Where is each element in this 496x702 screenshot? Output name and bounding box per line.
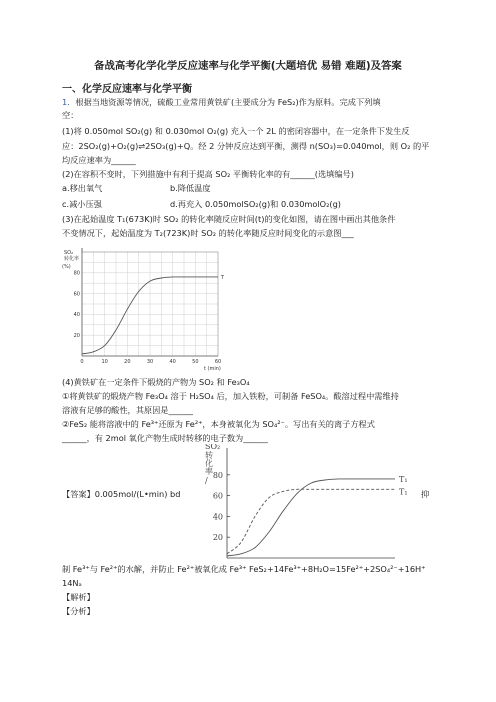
conversion-chart-t1 (60, 244, 230, 374)
x-tick-label: 50 (192, 359, 199, 365)
answer-continued-2: 14Nₐ (62, 578, 82, 588)
part-4-sub-1-line-2: 溶液有足够的酸性，其原因是______ (62, 405, 194, 415)
series-line (227, 479, 395, 556)
question-1-intro-cont: 空： (62, 110, 79, 120)
part-1-line-1: (1)将 0.050mol SO₂(g) 和 0.030mol O₂(g) 充入一个 2L 的密闭容器中，在一定条件下发生反 (62, 126, 410, 136)
y-tick-label: 80 (73, 270, 80, 277)
answer-label: 【答案】0.005mol/(L•min) bd (62, 489, 181, 499)
y-axis-label: SO₂ (64, 250, 74, 256)
y-tick-label: 20 (73, 333, 80, 339)
option-a: a.移出氧气 (62, 183, 103, 193)
y-tick-label: 80 (212, 470, 223, 480)
y-tick-label: 40 (73, 312, 80, 319)
series-line-dashed (227, 489, 395, 554)
y-axis-label: 转 (205, 451, 213, 460)
x-tick-label: 30 (146, 359, 154, 365)
part-1-line-3: 均反应速率为______ (62, 155, 136, 165)
answer-continued: 制 Fe³⁺与 Fe²⁺的水解，并防止 Fe²⁺被氧化成 Fe³⁺ FeS₂+14Fe³⁺+8H₂O=15Fe²⁺+2SO₄²⁻+16H⁺ (62, 564, 426, 574)
x-tick-label: 60 (214, 359, 222, 365)
series-label: T (221, 274, 225, 281)
option-b: b.降低温度 (170, 183, 211, 193)
document-title: 备战高考化学化学反应速率与化学平衡(大题培优 易错 难题)及答案 (94, 60, 402, 72)
part-3-line-2: 不变情况下，起始温度为 T₂(723K)时 SO₂ 的转化率随反应时间变化的示意图___ (62, 228, 354, 238)
x-tick-label: 10 (101, 359, 108, 365)
y-tick-label: 40 (212, 512, 223, 522)
option-c: c.减小压强 (62, 199, 102, 209)
x-tick-label: 40 (169, 359, 176, 365)
series-label: T₁ (399, 474, 408, 484)
y-axis-label: 转化率 (64, 256, 80, 262)
x-axis-label: t (min) (204, 366, 221, 372)
y-tick-label: 60 (73, 291, 80, 298)
y-tick-label: 60 (212, 491, 223, 501)
question-1-intro: 1．根据当地资源等情况，硫酸工业常用黄铁矿(主要成分为 FeS₂)作为原料。完成下列填 (62, 97, 381, 107)
part-4-sub-2-line-2: ______，有 2mol 氧化产物生成时转移的电子数为______ (62, 433, 268, 443)
conversion-chart-answer (193, 444, 418, 564)
part-4-sub-1-line-1: ①将黄铁矿的煅烧产物 Fe₃O₄ 溶于 H₂SO₄ 后，加入铁粉，可制备 FeSO₄。酸溶过程中需维持 (62, 391, 399, 401)
part-2-question: (2)在容积不变时，下列措施中有利于提高 SO₂ 平衡转化率的有______(选填编号) (62, 169, 354, 179)
y-tick-label: 20 (212, 533, 223, 543)
analysis-label-2: 【分析】 (62, 606, 95, 616)
analysis-label: 【解析】 (62, 592, 95, 602)
y-axis-label: 化 (205, 459, 213, 468)
part-4-question: (4)黄铁矿在一定条件下煅烧的产物为 SO₂ 和 Fe₃O₄ (62, 377, 250, 387)
series-label: T₁ (399, 487, 408, 497)
x-tick-label: 20 (124, 359, 131, 365)
y-axis-label: SO₂ (205, 444, 221, 451)
part-3-line-1: (3)在起始温度 T₁(673K)时 SO₂ 的转化率随反应时间(t)的变化如图，请在图中画出其他条件 (62, 214, 396, 224)
option-d: d.再充入 0.050molSO₂(g)和 0.030molO₂(g) (170, 199, 341, 209)
answer-right-fragment: 抑 (421, 489, 430, 499)
question-number: 1． (62, 97, 76, 107)
y-axis-label: / (205, 476, 208, 485)
y-axis-label: (%) (62, 264, 71, 270)
x-tick-label: 0 (80, 359, 84, 365)
section-heading: 一、化学反应速率与化学平衡 (62, 84, 192, 95)
part-4-sub-2-line-1: ②FeS₂ 能将溶液中的 Fe³⁺还原为 Fe²⁺，本身被氧化为 SO₄²⁻。写出有关的离子方程式 (62, 419, 375, 429)
part-1-line-2: 应：2SO₂(g)+O₂(g)⇌2SO₃(g)+Q。经 2 分钟反应达到平衡，测得 n(SO₃)=0.040mol，则 O₂ 的平 (62, 141, 430, 151)
y-axis-label: 率 (205, 467, 213, 476)
